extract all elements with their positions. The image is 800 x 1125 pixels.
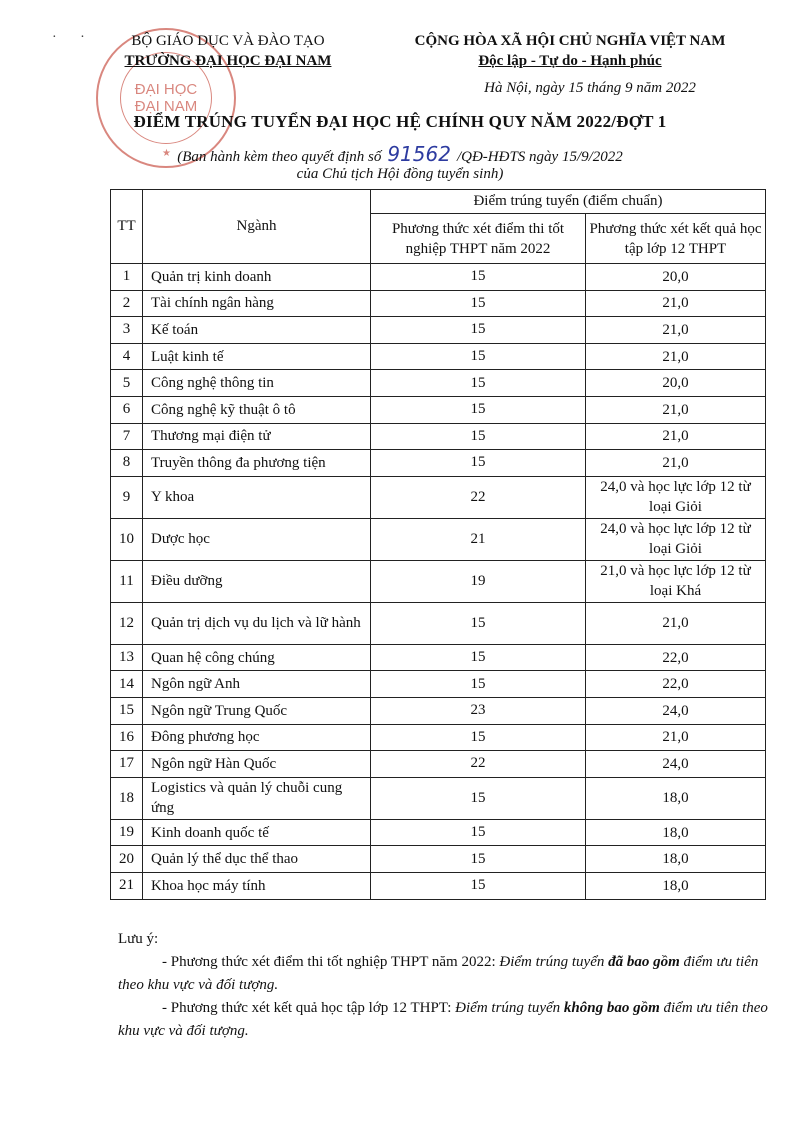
- row-score-thpt: 15: [371, 370, 586, 397]
- note-2: [118, 997, 778, 1043]
- row-score-thpt: 15: [371, 644, 586, 671]
- table-row: [111, 264, 766, 291]
- row-major: Kế toán: [143, 317, 371, 344]
- row-tt: 9: [111, 476, 143, 518]
- row-major: Dược học: [143, 518, 371, 560]
- row-tt: 13: [111, 644, 143, 671]
- row-tt: 2: [111, 290, 143, 317]
- row-score-hocba: 22,0: [586, 644, 766, 671]
- row-score-thpt: 15: [371, 343, 586, 370]
- organization-header: [118, 31, 338, 71]
- table-row: [111, 290, 766, 317]
- seal-star-icon: ★: [162, 148, 171, 159]
- row-score-thpt: 15: [371, 290, 586, 317]
- row-score-hocba: 18,0: [586, 819, 766, 846]
- row-score-thpt: 15: [371, 423, 586, 450]
- row-score-thpt: 15: [371, 396, 586, 423]
- row-major: Đông phương học: [143, 724, 371, 751]
- subtitle-line-2: của Chủ tịch Hội đồng tuyển sinh): [296, 166, 504, 182]
- row-tt: 18: [111, 777, 143, 819]
- row-score-hocba: 21,0: [586, 602, 766, 644]
- subtitle-prefix: (Ban hành kèm theo quyết định số: [177, 149, 382, 165]
- table-body: [111, 264, 766, 900]
- table-row: [111, 846, 766, 873]
- row-score-hocba: 21,0: [586, 290, 766, 317]
- document-title: ĐIỂM TRÚNG TUYỂN ĐẠI HỌC HỆ CHÍNH QUY NĂM 2022/ĐỢT 1: [133, 112, 667, 131]
- row-major: Tài chính ngân hàng: [143, 290, 371, 317]
- row-score-hocba: 20,0: [586, 264, 766, 291]
- row-score-hocba: 18,0: [586, 846, 766, 873]
- note-1-italic: Điểm trúng tuyển: [499, 954, 609, 970]
- note-1-plain: - Phương thức xét điểm thi tốt nghiệp THPT năm 2022:: [162, 954, 500, 970]
- row-major: Ngôn ngữ Anh: [143, 671, 371, 698]
- subtitle-line-1: [0, 142, 800, 166]
- margin-dots: · ·: [52, 30, 95, 45]
- row-score-thpt: 15: [371, 264, 586, 291]
- row-major: Quan hệ công chúng: [143, 644, 371, 671]
- note-2-italic: Điểm trúng tuyển: [455, 1000, 564, 1016]
- row-major: Luật kinh tế: [143, 343, 371, 370]
- row-tt: 11: [111, 560, 143, 602]
- table-row: [111, 317, 766, 344]
- row-score-thpt: 15: [371, 777, 586, 819]
- table-row: [111, 560, 766, 602]
- row-score-hocba: 24,0 và học lực lớp 12 từ loại Giỏi: [586, 518, 766, 560]
- row-tt: 6: [111, 396, 143, 423]
- notes-heading: Lưu ý:: [118, 931, 159, 947]
- row-score-thpt: 15: [371, 819, 586, 846]
- table-row: [111, 343, 766, 370]
- row-tt: 8: [111, 450, 143, 477]
- note-1-bold: đã bao gồm: [608, 954, 680, 970]
- row-major: Truyền thông đa phương tiện: [143, 450, 371, 477]
- table-row: [111, 518, 766, 560]
- row-score-thpt: 15: [371, 671, 586, 698]
- row-score-hocba: 24,0: [586, 751, 766, 778]
- row-major: Khoa học máy tính: [143, 872, 371, 899]
- row-score-hocba: 21,0: [586, 317, 766, 344]
- row-score-hocba: 22,0: [586, 671, 766, 698]
- row-major: Ngôn ngữ Trung Quốc: [143, 697, 371, 724]
- table-row: [111, 724, 766, 751]
- seal-text: ĐẠI HỌC ĐẠI NAM: [120, 52, 212, 144]
- row-score-hocba: 20,0: [586, 370, 766, 397]
- national-motto: Độc lập - Tự do - Hạnh phúc: [478, 53, 662, 69]
- row-tt: 4: [111, 343, 143, 370]
- header-tt: TT: [111, 190, 143, 264]
- row-tt: 21: [111, 872, 143, 899]
- row-tt: 12: [111, 602, 143, 644]
- notes-section: [118, 928, 778, 1043]
- admission-score-table: [110, 189, 766, 900]
- row-major: Y khoa: [143, 476, 371, 518]
- table-row: [111, 671, 766, 698]
- subtitle-suffix: /QĐ-HĐTS ngày 15/9/2022: [456, 149, 623, 165]
- table-row: [111, 602, 766, 644]
- row-tt: 3: [111, 317, 143, 344]
- row-score-hocba: 18,0: [586, 777, 766, 819]
- header-major: Ngành: [143, 190, 371, 264]
- row-tt: 5: [111, 370, 143, 397]
- table-row: [111, 476, 766, 518]
- row-score-hocba: 21,0: [586, 396, 766, 423]
- table-row: [111, 777, 766, 819]
- nation-name: CỘNG HÒA XÃ HỘI CHỦ NGHĨA VIỆT NAM: [414, 33, 726, 49]
- row-major: Công nghệ kỹ thuật ô tô: [143, 396, 371, 423]
- row-score-thpt: 15: [371, 602, 586, 644]
- table-row: [111, 423, 766, 450]
- row-score-thpt: 19: [371, 560, 586, 602]
- row-score-hocba: 24,0 và học lực lớp 12 từ loại Giỏi: [586, 476, 766, 518]
- row-score-thpt: 15: [371, 317, 586, 344]
- row-score-thpt: 15: [371, 846, 586, 873]
- row-tt: 7: [111, 423, 143, 450]
- table-row: [111, 396, 766, 423]
- note-2-bold: không bao gồm: [563, 1000, 660, 1016]
- row-score-hocba: 21,0 và học lực lớp 12 từ loại Khá: [586, 560, 766, 602]
- row-major: Quản lý thể dục thể thao: [143, 846, 371, 873]
- row-score-thpt: 22: [371, 751, 586, 778]
- table-row: [111, 370, 766, 397]
- row-major: Quản trị kinh doanh: [143, 264, 371, 291]
- handwritten-decision-number: 91562: [387, 142, 451, 166]
- row-tt: 19: [111, 819, 143, 846]
- row-major: Công nghệ thông tin: [143, 370, 371, 397]
- row-score-thpt: 15: [371, 450, 586, 477]
- place-date: Hà Nội, ngày 15 tháng 9 năm 2022: [484, 80, 696, 96]
- header-score-group: Điểm trúng tuyển (điểm chuẩn): [371, 190, 766, 214]
- table-row: [111, 697, 766, 724]
- ministry-name: BỘ GIÁO DỤC VÀ ĐÀO TẠO: [131, 33, 325, 49]
- row-score-hocba: 21,0: [586, 343, 766, 370]
- row-score-thpt: 22: [371, 476, 586, 518]
- university-name: TRƯỜNG ĐẠI HỌC ĐẠI NAM: [124, 53, 332, 69]
- row-score-hocba: 21,0: [586, 423, 766, 450]
- table-row: [111, 644, 766, 671]
- row-major: Logistics và quản lý chuỗi cung ứng: [143, 777, 371, 819]
- row-score-hocba: 24,0: [586, 697, 766, 724]
- row-major: Kinh doanh quốc tế: [143, 819, 371, 846]
- header-method-hocba: Phương thức xét kết quả học tập lớp 12 THPT: [586, 214, 766, 264]
- row-score-thpt: 15: [371, 724, 586, 751]
- row-major: Ngôn ngữ Hàn Quốc: [143, 751, 371, 778]
- row-score-hocba: 21,0: [586, 450, 766, 477]
- row-score-thpt: 15: [371, 872, 586, 899]
- table-row: [111, 819, 766, 846]
- table-row: [111, 450, 766, 477]
- row-major: Điều dưỡng: [143, 560, 371, 602]
- row-major: Thương mại điện tử: [143, 423, 371, 450]
- row-score-thpt: 23: [371, 697, 586, 724]
- header-method-thpt: Phương thức xét điểm thi tốt nghiệp THPT năm 2022: [371, 214, 586, 264]
- row-tt: 1: [111, 264, 143, 291]
- row-score-hocba: 18,0: [586, 872, 766, 899]
- row-score-thpt: 21: [371, 518, 586, 560]
- row-tt: 14: [111, 671, 143, 698]
- row-tt: 10: [111, 518, 143, 560]
- row-tt: 17: [111, 751, 143, 778]
- note-2-plain: - Phương thức xét kết quả học tập lớp 12 THPT:: [162, 1000, 456, 1016]
- national-header: [400, 31, 740, 71]
- row-score-hocba: 21,0: [586, 724, 766, 751]
- note-1-tail: điểm ưu tiên theo khu vực và đối tượng.: [118, 954, 759, 993]
- note-1: [118, 951, 778, 997]
- table-row: [111, 751, 766, 778]
- note-2-tail: điểm ưu tiên theo khu vực và đối tượng.: [118, 1000, 768, 1039]
- row-tt: 15: [111, 697, 143, 724]
- table-row: [111, 872, 766, 899]
- row-tt: 16: [111, 724, 143, 751]
- row-tt: 20: [111, 846, 143, 873]
- row-major: Quản trị dịch vụ du lịch và lữ hành: [143, 602, 371, 644]
